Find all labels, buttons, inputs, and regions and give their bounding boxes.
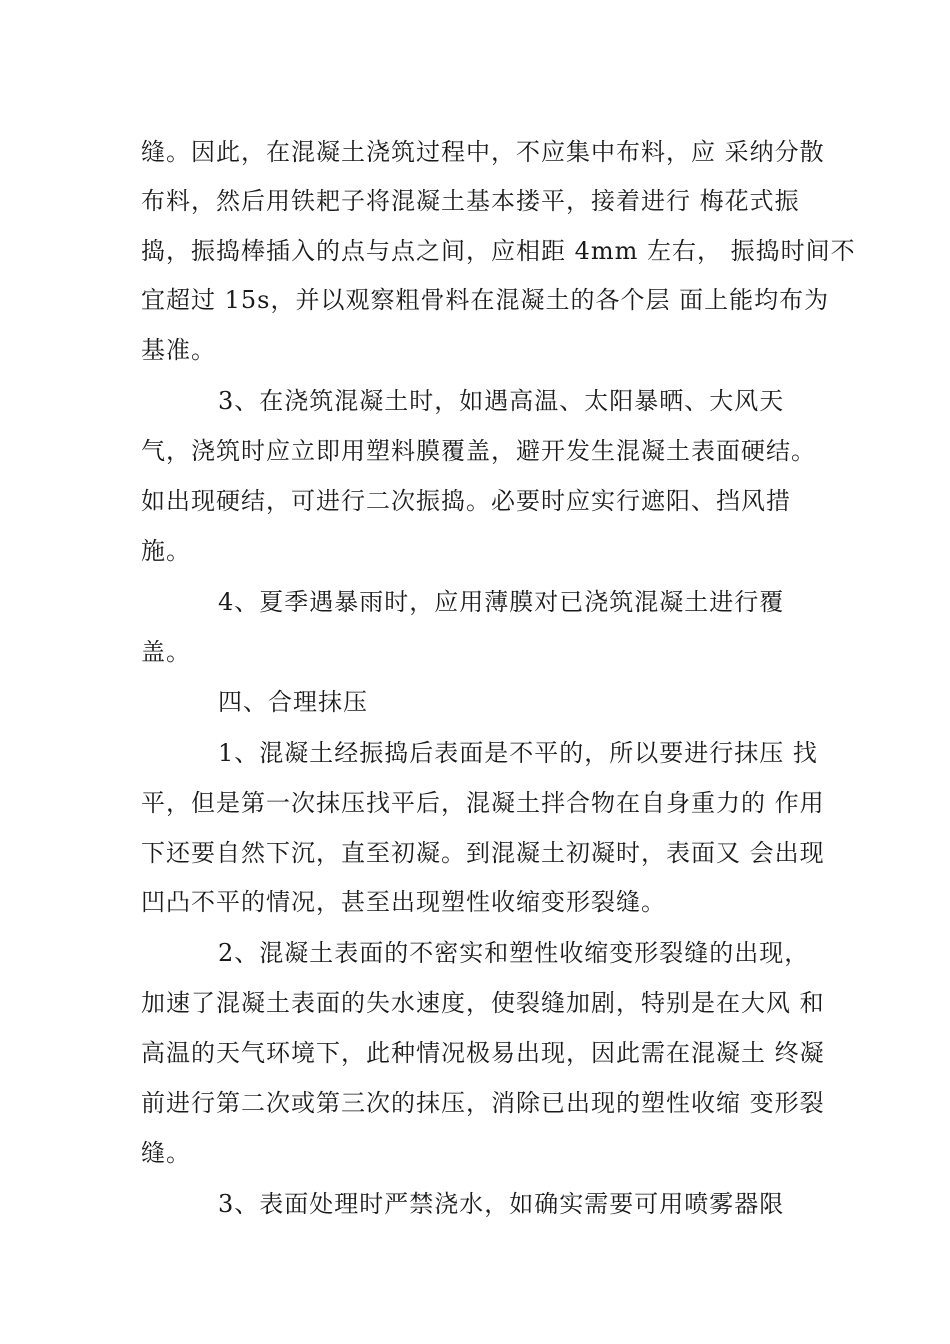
section-heading: 四、合理抹压 — [218, 688, 368, 716]
text-line: 平，但是第一次抹压找平后，混凝土拌合物在自身重力的 作用 — [141, 789, 825, 817]
paragraph-start-line: 1、混凝土经振捣后表面是不平的，所以要进行抹压 找 — [218, 739, 818, 767]
text-line: 宜超过 15s，并以观察粗骨料在混凝土的各个层 面上能均布为 — [141, 286, 830, 314]
paragraph-start-line: 4、夏季遇暴雨时，应用薄膜对已浇筑混凝土进行覆 — [218, 588, 785, 616]
text-line: 基准。 — [141, 336, 216, 364]
text-line: 捣，振捣棒插入的点与点之间，应相距 4mm 左右， 振捣时间不 — [141, 237, 856, 265]
text-line: 下还要自然下沉，直至初凝。到混凝土初凝时，表面又 会出现 — [141, 839, 825, 867]
text-line: 盖。 — [141, 638, 191, 666]
text-line: 加速了混凝土表面的失水速度，使裂缝加剧，特别是在大风 和 — [141, 989, 825, 1017]
text-line: 布料，然后用铁耙子将混凝土基本搂平，接着进行 梅花式振 — [141, 187, 800, 215]
text-line: 前进行第二次或第三次的抹压，消除已出现的塑性收缩 变形裂 — [141, 1089, 825, 1117]
text-line: 施。 — [141, 537, 191, 565]
text-line: 如出现硬结，可进行二次振捣。必要时应实行遮阳、挡风措 — [141, 487, 791, 515]
text-line: 凹凸不平的情况，甚至出现塑性收缩变形裂缝。 — [141, 888, 666, 916]
paragraph-start-line: 3、在浇筑混凝土时，如遇高温、太阳暴晒、大风天 — [218, 387, 785, 415]
paragraph-start-line: 2、混凝土表面的不密实和塑性收缩变形裂缝的出现， — [218, 939, 810, 967]
text-line: 缝。因此，在混凝土浇筑过程中，不应集中布料，应 采纳分散 — [141, 138, 825, 166]
text-line: 气，浇筑时应立即用塑料膜覆盖，避开发生混凝土表面硬结。 — [141, 437, 816, 465]
text-line: 高温的天气环境下，此种情况极易出现，因此需在混凝土 终凝 — [141, 1039, 825, 1067]
paragraph-start-line: 3、表面处理时严禁浇水，如确实需要可用喷雾器限 — [218, 1190, 785, 1218]
text-line: 缝。 — [141, 1139, 191, 1167]
